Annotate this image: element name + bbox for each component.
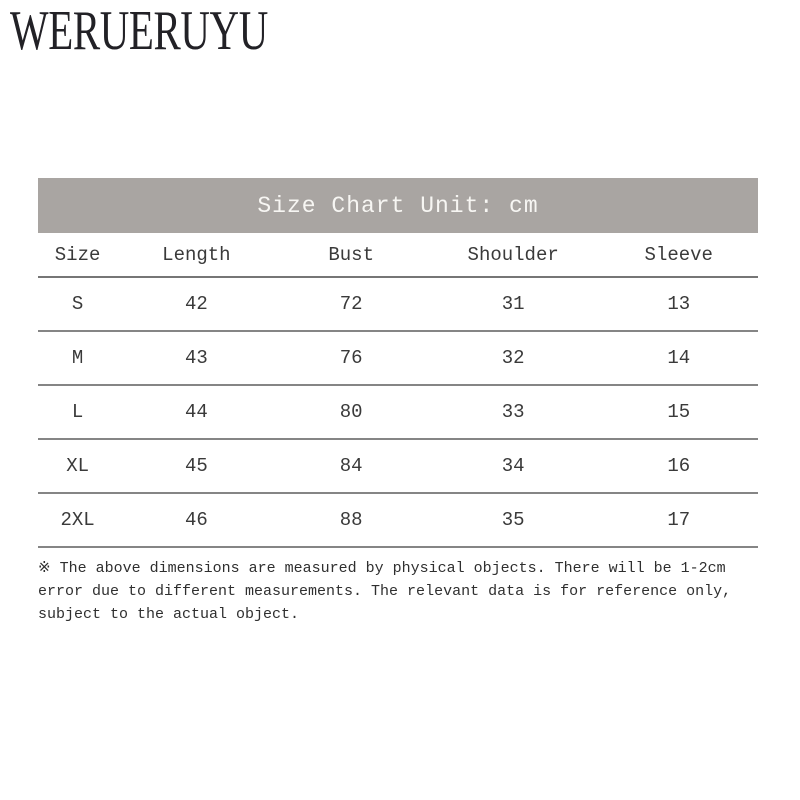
table-header-row [38, 233, 758, 278]
column-header-length: Length [162, 243, 231, 266]
bust-cell: 80 [339, 401, 363, 423]
note-line-3: subject to the actual object. [38, 606, 300, 623]
shoulder-cell: 35 [501, 509, 525, 531]
shoulder-cell: 33 [501, 401, 525, 423]
sleeve-cell: 15 [667, 401, 691, 423]
bust-cell: 76 [339, 347, 363, 369]
length-cell: 45 [184, 455, 208, 477]
length-cell: 46 [184, 509, 208, 531]
brand-logo: WERUERUYU [10, 0, 268, 62]
sleeve-cell: 13 [667, 293, 691, 315]
measurement-note [38, 557, 768, 626]
bust-cell: 88 [339, 509, 363, 531]
shoulder-cell: 34 [501, 455, 525, 477]
bust-cell: 84 [339, 455, 363, 477]
size-cell: L [71, 401, 84, 423]
size-chart-table [38, 233, 758, 548]
column-header-bust: Bust [328, 243, 374, 266]
shoulder-cell: 31 [501, 293, 525, 315]
size-cell: XL [66, 455, 89, 477]
table-row-l [38, 386, 758, 440]
size-chart-title: Size Chart Unit: cm [257, 192, 539, 219]
table-row-s [38, 278, 758, 332]
sleeve-cell: 14 [667, 347, 691, 369]
length-cell: 43 [184, 347, 208, 369]
table-row-2xl [38, 494, 758, 548]
note-line-2: error due to different measurements. The relevant data is for reference only, [38, 583, 732, 600]
column-header-shoulder: Shoulder [467, 243, 559, 266]
table-row-xl [38, 440, 758, 494]
column-header-sleeve: Sleeve [644, 243, 713, 266]
length-cell: 44 [184, 401, 208, 423]
shoulder-cell: 32 [501, 347, 525, 369]
sleeve-cell: 16 [667, 455, 691, 477]
length-cell: 42 [184, 293, 208, 315]
bust-cell: 72 [339, 293, 363, 315]
size-cell: M [71, 347, 84, 369]
sleeve-cell: 17 [667, 509, 691, 531]
column-header-size: Size [54, 243, 101, 266]
size-chart-title-bar [38, 178, 758, 233]
table-row-m [38, 332, 758, 386]
size-cell: S [71, 293, 84, 315]
size-cell: 2XL [60, 509, 95, 531]
note-line-1: ※ The above dimensions are measured by physical objects. There will be 1-2cm [38, 560, 726, 577]
